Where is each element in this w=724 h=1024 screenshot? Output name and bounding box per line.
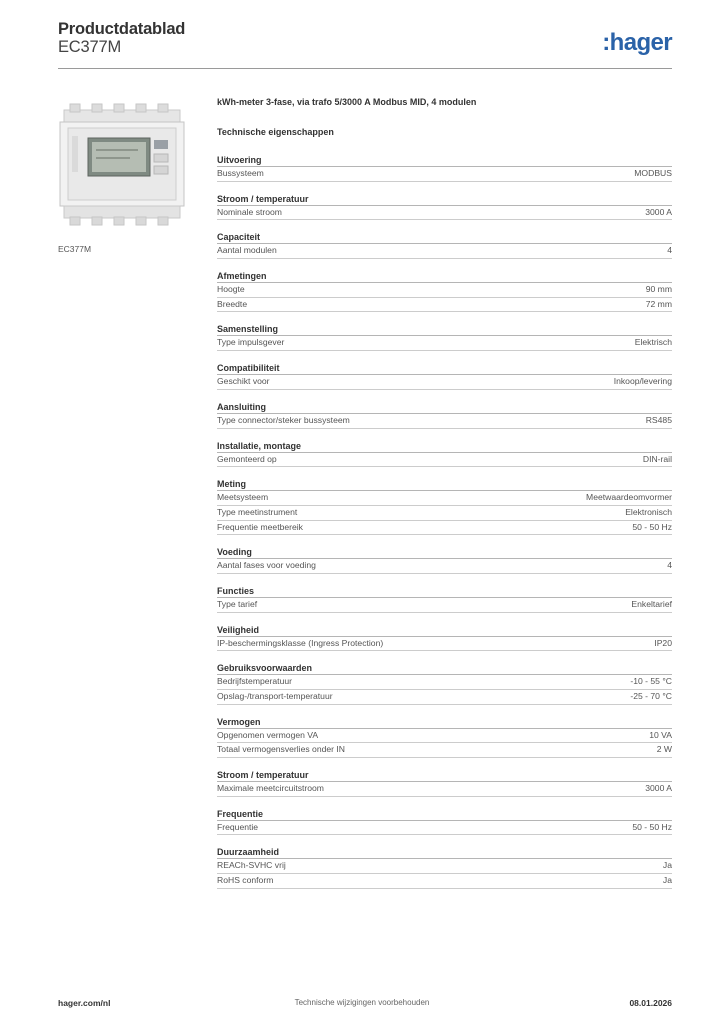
group-spacer — [217, 182, 672, 193]
spec-group — [217, 193, 672, 232]
spec-label: Gemonteerd op — [217, 453, 277, 464]
spec-row — [217, 690, 672, 705]
spec-value: Enkeltarief — [631, 598, 672, 609]
spec-content — [217, 97, 672, 900]
spec-label: Type tarief — [217, 598, 258, 609]
spec-row — [217, 414, 672, 429]
spec-group — [217, 716, 672, 769]
spec-value: RS485 — [645, 414, 672, 425]
spec-group-title: Frequentie — [217, 808, 672, 821]
spec-row — [217, 206, 672, 221]
spec-label: Meetsysteem — [217, 492, 269, 503]
spec-row — [217, 559, 672, 574]
spec-label: Aantal fases voor voeding — [217, 560, 316, 571]
spec-group-title: Voeding — [217, 546, 672, 559]
spec-group-title: Aansluiting — [217, 401, 672, 414]
spec-value: Elektronisch — [625, 506, 672, 517]
product-description: kWh-meter 3-fase, via trafo 5/3000 A Modbus MID, 4 modulen — [217, 97, 477, 107]
spec-label: Maximale meetcircuitstroom — [217, 783, 324, 794]
spec-row — [217, 336, 672, 351]
spec-group-title: Stroom / temperatuur — [217, 769, 672, 782]
spec-value: 90 mm — [645, 284, 672, 295]
spec-row — [217, 729, 672, 744]
section-heading: Technische eigenschappen — [217, 127, 334, 137]
spec-label: Nominale stroom — [217, 206, 282, 217]
group-spacer — [217, 429, 672, 440]
footer-website: hager.com/nl — [58, 998, 111, 1008]
spec-label: Type impulsgever — [217, 337, 285, 348]
spec-group — [217, 231, 672, 270]
spec-value: 3000 A — [645, 783, 672, 794]
header-divider — [58, 68, 672, 69]
spec-group-title: Vermogen — [217, 716, 672, 729]
spec-row — [217, 874, 672, 889]
spec-label: REACh-SVHC vrij — [217, 860, 286, 871]
group-spacer — [217, 797, 672, 808]
footer-date: 08.01.2026 — [629, 998, 672, 1008]
spec-group — [217, 846, 672, 899]
spec-row — [217, 244, 672, 259]
spec-group-title: Functies — [217, 585, 672, 598]
spec-group-title: Capaciteit — [217, 231, 672, 244]
spec-label: Type meetinstrument — [217, 506, 298, 517]
spec-row — [217, 675, 672, 690]
spec-group — [217, 546, 672, 585]
spec-group-title: Veiligheid — [217, 624, 672, 637]
group-spacer — [217, 220, 672, 231]
spec-value: 3000 A — [645, 206, 672, 217]
spec-row — [217, 782, 672, 797]
spec-value: Ja — [662, 860, 672, 871]
spec-group-title: Meting — [217, 478, 672, 491]
group-spacer — [217, 259, 672, 270]
spec-value: 10 VA — [649, 729, 672, 740]
spec-row — [217, 598, 672, 613]
spec-row — [217, 167, 672, 182]
group-spacer — [217, 758, 672, 769]
spec-value: -10 - 55 °C — [630, 676, 672, 687]
spec-group-title: Duurzaamheid — [217, 846, 672, 859]
spec-row — [217, 506, 672, 521]
spec-value: 50 - 50 Hz — [632, 521, 672, 532]
spec-group — [217, 362, 672, 401]
spec-group — [217, 769, 672, 808]
spec-group-title: Gebruiksvoorwaarden — [217, 662, 672, 675]
spec-group — [217, 154, 672, 193]
spec-value: Meetwaardeomvormer — [586, 492, 672, 503]
group-spacer — [217, 351, 672, 362]
spec-value: 4 — [667, 560, 672, 571]
spec-label: Bedrijfstemperatuur — [217, 676, 292, 687]
group-spacer — [217, 535, 672, 546]
spec-value: DIN-rail — [642, 453, 672, 464]
product-image — [58, 92, 198, 232]
group-spacer — [217, 574, 672, 585]
spec-value: -25 - 70 °C — [630, 691, 672, 701]
spec-group — [217, 323, 672, 362]
spec-label: Breedte — [217, 298, 248, 309]
spec-value: Ja — [662, 875, 672, 886]
spec-value: 2 W — [656, 744, 672, 755]
spec-groups — [217, 154, 672, 900]
spec-group — [217, 808, 672, 847]
group-spacer — [217, 613, 672, 624]
spec-row — [217, 453, 672, 468]
group-spacer — [217, 390, 672, 401]
group-spacer — [217, 651, 672, 662]
spec-row — [217, 637, 672, 652]
spec-row — [217, 521, 672, 536]
image-caption: EC377M — [58, 244, 92, 254]
spec-row — [217, 491, 672, 506]
spec-value: MODBUS — [634, 168, 672, 178]
spec-group — [217, 270, 672, 323]
spec-label: Aantal modulen — [217, 245, 277, 256]
spec-value: 4 — [667, 245, 672, 256]
group-spacer — [217, 835, 672, 846]
spec-row — [217, 821, 672, 836]
spec-group-title: Samenstelling — [217, 323, 672, 336]
spec-value: 72 mm — [645, 298, 672, 309]
spec-group-title: Afmetingen — [217, 270, 672, 283]
group-spacer — [217, 889, 672, 900]
spec-value: Inkoop/levering — [613, 376, 672, 387]
spec-value: Elektrisch — [634, 337, 672, 348]
spec-label: Opgenomen vermogen VA — [217, 729, 319, 740]
spec-value: 50 - 50 Hz — [632, 821, 672, 832]
spec-label: Totaal vermogensverlies onder IN — [217, 744, 346, 755]
spec-label: Geschikt voor — [217, 376, 270, 387]
group-spacer — [217, 312, 672, 323]
spec-group — [217, 440, 672, 479]
footer-disclaimer: Technische wijzigingen voorbehouden — [294, 998, 430, 1007]
group-spacer — [217, 467, 672, 478]
spec-label: IP-beschermingsklasse (Ingress Protection) — [217, 637, 384, 648]
spec-label: Opslag-/transport-temperatuur — [217, 691, 333, 701]
spec-label: Hoogte — [217, 284, 245, 295]
spec-label: Frequentie meetbereik — [217, 521, 303, 532]
spec-label: Bussysteem — [217, 168, 264, 178]
spec-label: RoHS conform — [217, 875, 274, 886]
hager-logo: :hager — [602, 29, 672, 56]
spec-label: Frequentie — [217, 821, 259, 832]
spec-group — [217, 662, 672, 715]
spec-group-title: Uitvoering — [217, 154, 672, 167]
spec-group — [217, 478, 672, 546]
spec-group-title: Compatibiliteit — [217, 362, 672, 375]
spec-row — [217, 743, 672, 758]
page-title: Productdatablad — [58, 20, 186, 38]
spec-row — [217, 283, 672, 298]
spec-row — [217, 859, 672, 874]
product-code: EC377M — [58, 38, 121, 56]
spec-group — [217, 624, 672, 663]
spec-row — [217, 375, 672, 390]
spec-row — [217, 298, 672, 313]
spec-group-title: Stroom / temperatuur — [217, 193, 672, 206]
spec-label: Type connector/steker bussysteem — [217, 414, 350, 425]
energy-meter-icon — [58, 92, 198, 232]
group-spacer — [217, 705, 672, 716]
spec-group-title: Installatie, montage — [217, 440, 672, 453]
spec-value: IP20 — [654, 637, 672, 648]
spec-group — [217, 585, 672, 624]
spec-group — [217, 401, 672, 440]
